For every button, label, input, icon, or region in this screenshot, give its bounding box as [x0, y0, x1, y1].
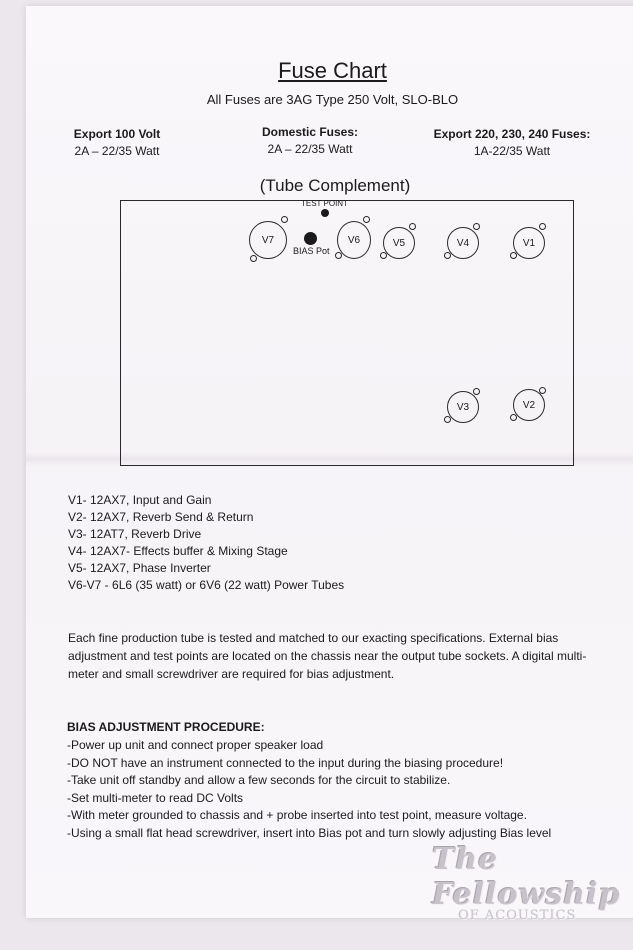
- fuse-value: 2A – 22/35 Watt: [267, 142, 353, 156]
- bias-procedure-title: BIAS ADJUSTMENT PROCEDURE:: [67, 720, 265, 734]
- procedure-step: -Set multi-meter to read DC Volts: [67, 790, 244, 805]
- socket-pin-icon: [335, 252, 342, 259]
- bias-procedure-steps: [67, 737, 612, 842]
- list-item: V5- 12AX7, Phase Inverter: [68, 561, 211, 575]
- tube-list: [68, 492, 344, 594]
- fuse-heading: Export 220, 230, 240 Fuses:: [433, 127, 591, 141]
- tube-matching-paragraph: [68, 629, 613, 683]
- socket-pin-icon: [444, 252, 451, 259]
- paragraph-line: adjustment and test points are located on the chassis near the output tube sockets. A digital multi-: [68, 649, 587, 663]
- list-item: V6-V7 - 6L6 (35 watt) or 6V6 (22 watt) Power Tubes: [68, 578, 345, 592]
- socket-pin-icon: [444, 416, 451, 423]
- tube-socket-v2: V2: [513, 389, 545, 421]
- fuse-export-100: [58, 127, 176, 158]
- tube-layout-diagram: [120, 200, 574, 466]
- procedure-step: -With meter grounded to chassis and + probe inserted into test point, measure voltage.: [67, 808, 527, 822]
- procedure-step: -DO NOT have an instrument connected to the input during the biasing procedure!: [67, 755, 504, 770]
- tube-socket-v6: V6: [337, 221, 371, 259]
- tube-socket-v7: V7: [249, 221, 287, 259]
- tube-socket-v3: V3: [447, 391, 479, 423]
- fuse-value: 1A-22/35 Watt: [473, 144, 551, 158]
- fuse-export-220: [424, 127, 600, 158]
- tube-socket-v5: V5: [383, 227, 415, 259]
- procedure-step: -Take unit off standby and allow a few seconds for the circuit to stabilize.: [67, 773, 451, 787]
- watermark-line-1: The Fellowship: [432, 842, 621, 912]
- paragraph-line: meter and small screwdriver are required for bias adjustment.: [68, 667, 395, 681]
- tube-socket-v4: V4: [447, 227, 479, 259]
- fuse-heading: Export 100 Volt: [73, 127, 161, 141]
- socket-pin-icon: [539, 223, 546, 230]
- test-point-icon: [321, 209, 329, 217]
- fuse-heading: Domestic Fuses:: [261, 125, 359, 139]
- fuse-value: 2A – 22/35 Watt: [74, 144, 160, 158]
- fuse-domestic: [248, 125, 372, 156]
- list-item: V1- 12AX7, Input and Gain: [68, 493, 212, 507]
- socket-pin-icon: [539, 387, 546, 394]
- bias-pot-label: BIAS Pot: [293, 246, 330, 256]
- procedure-step: -Using a small flat head screwdriver, insert into Bias pot and turn slowly adjusting Bias level: [67, 825, 552, 840]
- watermark-line-2: OF ACOUSTICS: [458, 908, 577, 923]
- socket-pin-icon: [510, 414, 517, 421]
- tube-complement-title: (Tube Complement): [259, 176, 411, 195]
- socket-pin-icon: [473, 388, 480, 395]
- test-point-label: TEST POINT: [301, 199, 348, 208]
- paragraph-line: Each fine production tube is tested and matched to our exacting specifications. External bias: [68, 631, 559, 645]
- list-item: V4- 12AX7- Effects buffer & Mixing Stage: [68, 544, 288, 558]
- watermark-logo: [432, 842, 621, 923]
- page-title: Fuse Chart: [278, 58, 387, 83]
- tube-socket-v1: V1: [513, 227, 545, 259]
- socket-pin-icon: [409, 223, 416, 230]
- socket-pin-icon: [363, 216, 370, 223]
- list-item: V2- 12AX7, Reverb Send & Return: [68, 510, 254, 524]
- socket-pin-icon: [281, 216, 288, 223]
- socket-pin-icon: [380, 252, 387, 259]
- bias-pot-icon: [304, 232, 317, 245]
- procedure-step: -Power up unit and connect proper speaker load: [67, 738, 324, 752]
- list-item: V3- 12AT7, Reverb Drive: [68, 527, 202, 541]
- page-subtitle: All Fuses are 3AG Type 250 Volt, SLO-BLO: [206, 92, 459, 107]
- socket-pin-icon: [250, 255, 257, 262]
- socket-pin-icon: [473, 223, 480, 230]
- socket-pin-icon: [510, 252, 517, 259]
